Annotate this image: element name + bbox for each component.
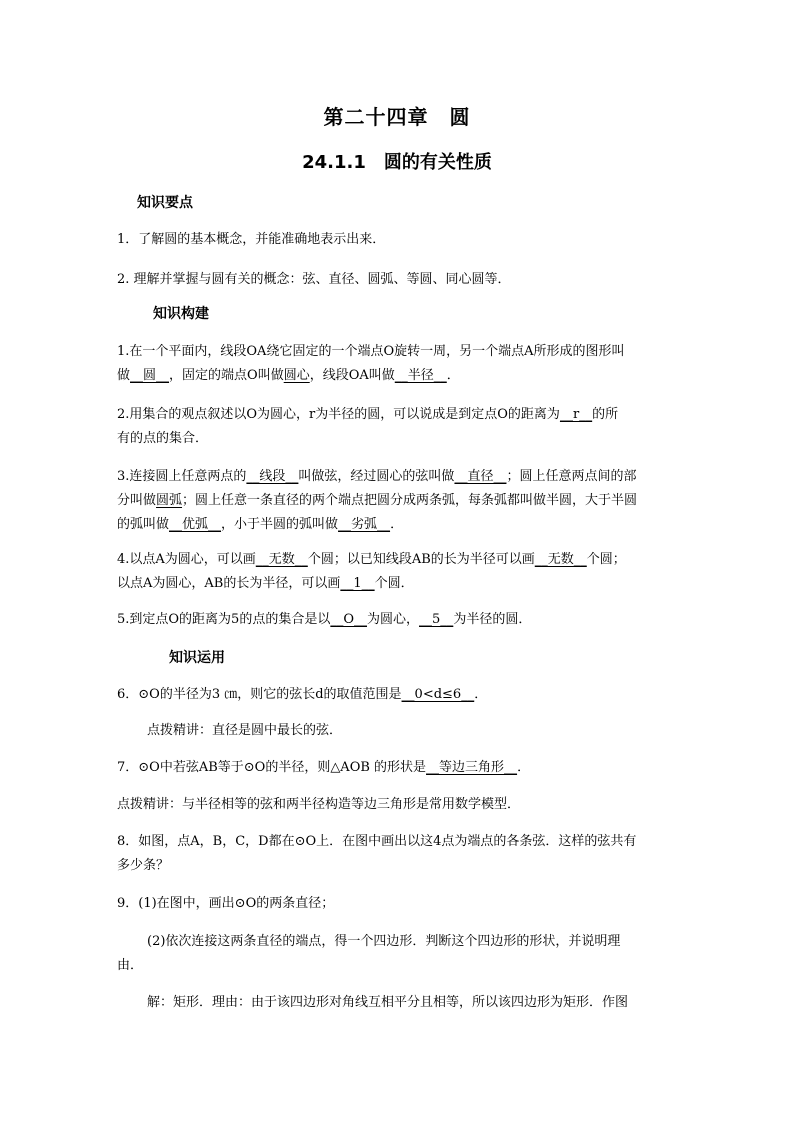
answer-blank: __直径__ [454, 469, 507, 484]
q4-line-1: 4.以点A为圆心，可以画__无数__个圆；以已知线段AB的长为半径可以画__无数__个圆； [117, 552, 626, 567]
answer-blank: __优弧__ [169, 517, 222, 532]
question-4 [117, 548, 677, 596]
answer-blank: __r__ [559, 407, 593, 422]
question-2 [117, 403, 677, 451]
question-1 [117, 340, 677, 388]
q9-line-2: (2)依次连接这两条直径的端点，得一个四边形．判断这个四边形的形状，并说明理 [147, 934, 621, 949]
answer-blank: __无数__ [534, 552, 587, 567]
section-title: 24.1.1 圆的有关性质 [302, 152, 492, 173]
q1-line-1: 1.在一个平面内，线段OA绕它固定的一个端点O旋转一周，另一个端点A所形成的图形叫 [117, 344, 625, 359]
answer-blank: 圆弧 [156, 493, 183, 508]
question-7: 7．⊙O中若弦AB等于⊙O的半径，则△AOB 的形状是__等边三角形__． [117, 760, 531, 775]
question-9-solution: 解：矩形．理由：由于该四边形对角线互相平分且相等，所以该四边形为矩形．作图 [147, 995, 629, 1010]
point-1: 1．了解圆的基本概念，并能准确地表示出来． [117, 232, 386, 247]
q8-line-2: 多少条？ [117, 858, 170, 873]
answer-blank: __O__ [330, 612, 368, 627]
question-8 [117, 830, 677, 878]
answer-blank: __劣弧__ [338, 517, 391, 532]
answer-blank: __等边三角形__ [426, 760, 518, 775]
question-6: 6．⊙O的半径为3 ㎝，则它的弦长d的取值范围是__0<d≤6__． [117, 687, 488, 702]
q4-line-2: 以点A为圆心，AB的长为半径，可以画__1__个圆． [117, 576, 414, 591]
heading-knowledge-build: 知识构建 [153, 306, 209, 322]
q2-line-1: 2.用集合的观点叙述以O为圆心，r为半径的圆，可以说成是到定点O的距离为__r__的所 [117, 407, 619, 422]
question-5 [117, 608, 677, 632]
tip-6: 点拨精讲：直径是圆中最长的弦． [147, 723, 343, 738]
q3-line-3: 的弧叫做__优弧__，小于半圆的弧叫做__劣弧__． [117, 517, 404, 532]
answer-blank: __圆__ [130, 368, 170, 383]
heading-knowledge-points: 知识要点 [137, 195, 193, 211]
question-3 [117, 465, 677, 537]
answer-blank: __0<d≤6__ [401, 687, 475, 702]
q2-line-2: 有的点的集合． [117, 431, 209, 446]
answer-blank: 圆心 [283, 368, 310, 383]
q5-line-1: 5.到定点O的距离为5的点的集合是以__O__为圆心，__5__为半径的圆． [117, 612, 532, 627]
heading-knowledge-apply: 知识运用 [169, 650, 225, 666]
q1-line-2: 做__圆__，固定的端点O叫做圆心，线段OA叫做__半径__． [117, 368, 460, 383]
q9-line-3: 由． [117, 958, 144, 973]
tip-7: 点拨精讲：与半径相等的弦和两半径构造等边三角形是常用数学模型． [117, 797, 521, 812]
point-2: 2. 理解并掌握与圆有关的概念：弦、直径、圆弧、等圆、同心圆等． [117, 272, 511, 287]
answer-blank: __半径__ [394, 368, 447, 383]
question-9-part-1: 9．(1)在图中，画出⊙O的两条直径； [117, 896, 335, 911]
q3-line-2: 分叫做圆弧；圆上任意一条直径的两个端点把圆分成两条弧，每条弧都叫做半圆，大于半圆 [117, 493, 638, 508]
answer-blank: __线段__ [246, 469, 299, 484]
answer-blank: __5__ [419, 612, 454, 627]
answer-blank: __无数__ [255, 552, 308, 567]
chapter-title: 第二十四章 圆 [323, 105, 471, 129]
question-9-part-2 [117, 930, 677, 978]
answer-blank: __1__ [340, 576, 375, 591]
q8-line-1: 8．如图，点A，B，C，D都在⊙O上．在图中画出以这4点为端点的各条弦．这样的弦共有 [117, 834, 637, 849]
q3-line-1: 3.连接圆上任意两点的__线段__叫做弦，经过圆心的弦叫做__直径__；圆上任意两点间的部 [117, 469, 637, 484]
